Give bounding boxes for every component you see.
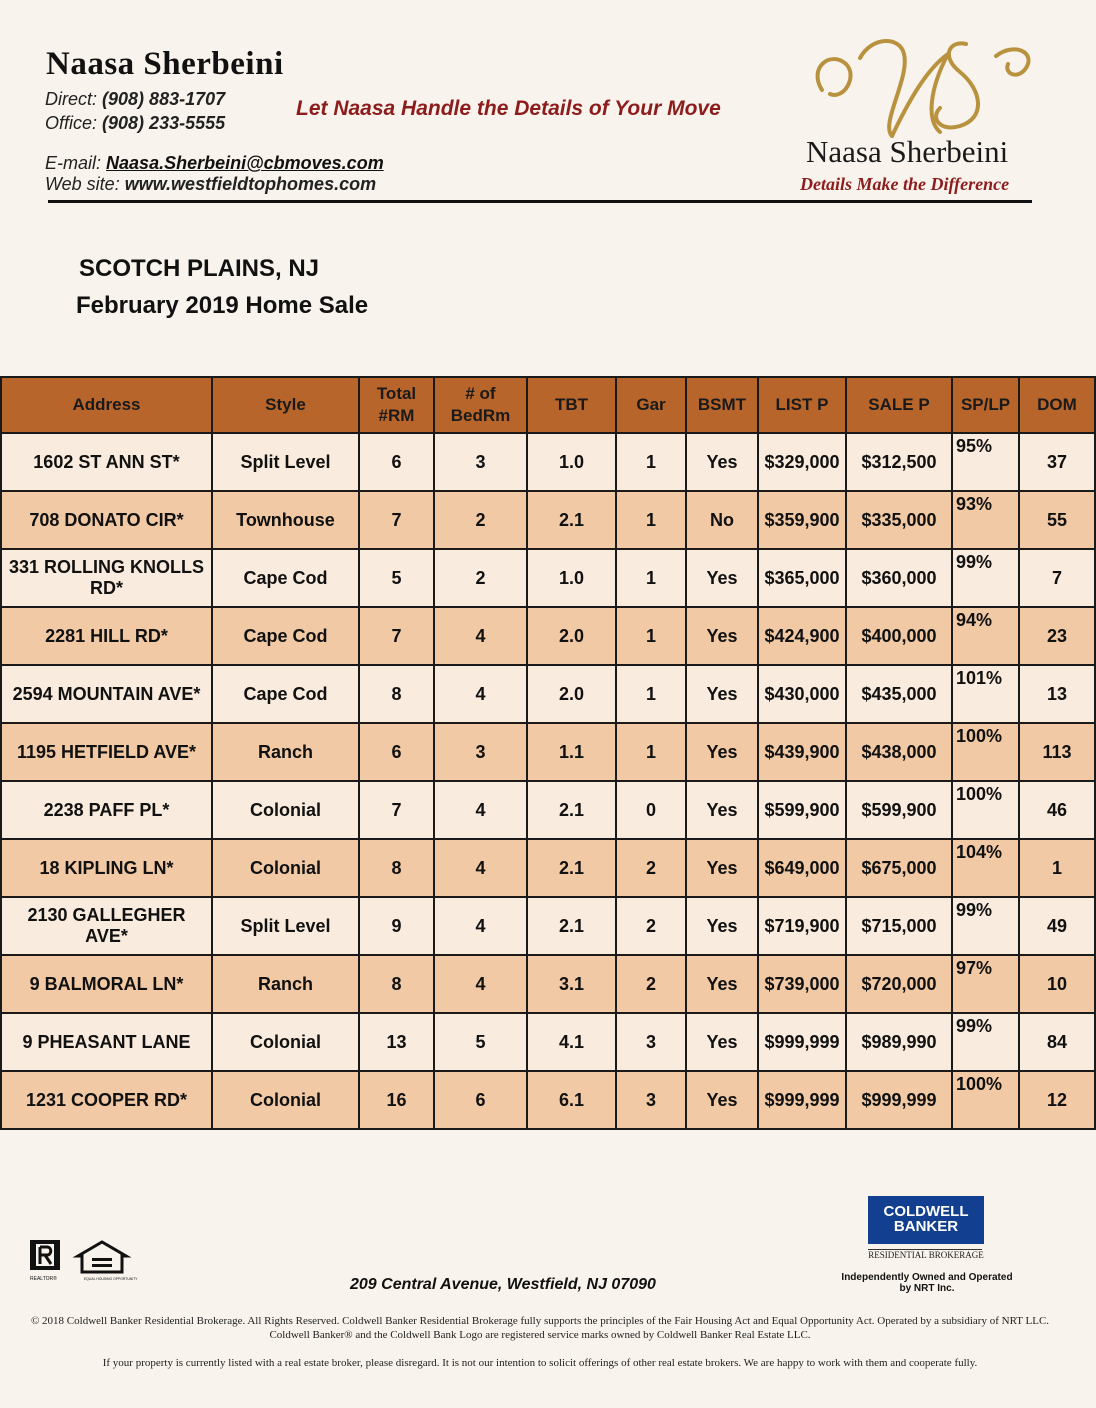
sp-lp-ratio-cell: 94%: [952, 607, 1019, 665]
column-header: [846, 377, 952, 433]
column-header-line1: SALE P: [868, 395, 930, 414]
baths-cell: 6.1: [527, 1071, 616, 1129]
office-phone-line: [45, 113, 225, 134]
table-row: [1, 781, 1095, 839]
basement-cell: Yes: [686, 781, 758, 839]
sp-lp-ratio-cell: 99%: [952, 897, 1019, 955]
email-link[interactable]: Naasa.Sherbeini@cbmoves.com: [106, 153, 384, 173]
realtor-mark-text: REALTOR®: [30, 1276, 57, 1282]
baths-cell: 2.1: [527, 897, 616, 955]
basement-cell: No: [686, 491, 758, 549]
bedrooms-cell: 4: [434, 665, 527, 723]
bedrooms-cell: 4: [434, 839, 527, 897]
logo-name: Naasa Sherbeini: [806, 134, 1009, 169]
garage-cell: 1: [616, 607, 686, 665]
style-cell: Townhouse: [212, 491, 359, 549]
baths-cell: 2.1: [527, 491, 616, 549]
table-row: [1, 607, 1095, 665]
website-link[interactable]: www.westfieldtophomes.com: [124, 174, 377, 194]
equal-housing-icon: [78, 1242, 126, 1272]
bedrooms-cell: 4: [434, 897, 527, 955]
column-header-line1: TBT: [554, 395, 589, 414]
garage-cell: 1: [616, 549, 686, 607]
days-on-market-cell: 7: [1019, 549, 1095, 607]
email-line: [45, 153, 384, 174]
table-body: [1, 433, 1095, 1129]
total-rooms-cell: 7: [359, 491, 434, 549]
style-cell: Split Level: [212, 433, 359, 491]
list-price-cell: $599,900: [758, 781, 846, 839]
sale-price-cell: $599,900: [846, 781, 952, 839]
address-cell: 2594 MOUNTAIN AVE*: [1, 665, 212, 723]
column-header-line1: SP/LP: [960, 395, 1011, 414]
bedrooms-cell: 2: [434, 491, 527, 549]
days-on-market-cell: 23: [1019, 607, 1095, 665]
email-label: E-mail:: [45, 153, 102, 173]
ns-monogram-logo: [800, 28, 1040, 148]
address-cell: 1231 COOPER RD*: [1, 1071, 212, 1129]
sp-lp-ratio-cell: 101%: [952, 665, 1019, 723]
column-header-line2: BedRm: [450, 406, 511, 425]
basement-cell: Yes: [686, 723, 758, 781]
total-rooms-cell: 5: [359, 549, 434, 607]
address-cell: 708 DONATO CIR*: [1, 491, 212, 549]
table-header-row: [1, 377, 1095, 433]
address-cell: 2130 GALLEGHER AVE*: [1, 897, 212, 955]
days-on-market-cell: 84: [1019, 1013, 1095, 1071]
address-cell: 331 ROLLING KNOLLS RD*: [1, 549, 212, 607]
solicitation-disclaimer: If your property is currently listed with a real estate broker, please disregard. It is not our intention to solicit offerings of other real estate brokers. We are happy to work with them and cooperate fully.: [102, 1357, 978, 1369]
list-price-cell: $430,000: [758, 665, 846, 723]
address-cell: 1602 ST ANN ST*: [1, 433, 212, 491]
report-city: SCOTCH PLAINS, NJ: [79, 255, 320, 282]
total-rooms-cell: 6: [359, 723, 434, 781]
column-header: [1, 377, 212, 433]
list-price-cell: $359,900: [758, 491, 846, 549]
garage-cell: 2: [616, 955, 686, 1013]
column-header: [212, 377, 359, 433]
basement-cell: Yes: [686, 897, 758, 955]
sp-lp-ratio-cell: 104%: [952, 839, 1019, 897]
garage-cell: 1: [616, 491, 686, 549]
logo-slogan: Details Make the Difference: [800, 174, 1010, 194]
table-row: [1, 1013, 1095, 1071]
garage-cell: 1: [616, 433, 686, 491]
sale-price-cell: $438,000: [846, 723, 952, 781]
sale-price-cell: $335,000: [846, 491, 952, 549]
agent-name: Naasa Sherbeini: [46, 46, 284, 82]
equal-housing-text: EQUAL HOUSING OPPORTUNITY: [84, 1277, 138, 1281]
list-price-cell: $999,999: [758, 1071, 846, 1129]
column-header-line1: Total: [376, 384, 417, 403]
bedrooms-cell: 3: [434, 723, 527, 781]
sale-price-cell: $360,000: [846, 549, 952, 607]
sp-lp-ratio-cell: 100%: [952, 781, 1019, 839]
total-rooms-cell: 7: [359, 607, 434, 665]
list-price-cell: $649,000: [758, 839, 846, 897]
table-row: [1, 897, 1095, 955]
sp-lp-ratio-cell: 93%: [952, 491, 1019, 549]
column-header: [359, 377, 434, 433]
column-header-line1: Style: [265, 395, 306, 414]
column-header: [758, 377, 846, 433]
basement-cell: Yes: [686, 607, 758, 665]
table-row: [1, 723, 1095, 781]
sp-lp-ratio-cell: 95%: [952, 433, 1019, 491]
column-header-line2: #RM: [378, 406, 415, 425]
column-header: [434, 377, 527, 433]
table-row: [1, 549, 1095, 607]
style-cell: Cape Cod: [212, 665, 359, 723]
copyright-notice: © 2018 Coldwell Banker Residential Brokerage. All Rights Reserved. Coldwell Banker Residential Brokerage fully supports the principles of the Fair Housing Act and Equal Opportunity Act. Operated by a subsidiary of NRT LLC. Coldwell Banker® and the Coldwell Bank Logo are registered service marks owned by Coldwell Banker Real Estate LLC.: [30, 1315, 1050, 1341]
table-row: [1, 491, 1095, 549]
bedrooms-cell: 2: [434, 549, 527, 607]
column-header-line1: LIST P: [775, 395, 829, 414]
coldwell-banker-logo: [868, 1196, 984, 1244]
address-cell: 9 PHEASANT LANE: [1, 1013, 212, 1071]
total-rooms-cell: 8: [359, 839, 434, 897]
sp-lp-ratio-cell: 97%: [952, 955, 1019, 1013]
office-label: Office:: [45, 113, 98, 133]
style-cell: Colonial: [212, 1013, 359, 1071]
sale-price-cell: $989,990: [846, 1013, 952, 1071]
direct-phone-line: [45, 89, 225, 110]
sale-price-cell: $715,000: [846, 897, 952, 955]
office-address: 209 Central Avenue, Westfield, NJ 07090: [350, 1276, 656, 1293]
table-row: [1, 1071, 1095, 1129]
style-cell: Ranch: [212, 723, 359, 781]
bedrooms-cell: 4: [434, 607, 527, 665]
sale-price-cell: $999,999: [846, 1071, 952, 1129]
bedrooms-cell: 4: [434, 955, 527, 1013]
bedrooms-cell: 3: [434, 433, 527, 491]
column-header-line1: Gar: [636, 395, 666, 414]
sp-lp-ratio-cell: 100%: [952, 723, 1019, 781]
style-cell: Cape Cod: [212, 549, 359, 607]
list-price-cell: $424,900: [758, 607, 846, 665]
days-on-market-cell: 37: [1019, 433, 1095, 491]
tagline: Let Naasa Handle the Details of Your Move: [296, 97, 721, 120]
garage-cell: 2: [616, 897, 686, 955]
baths-cell: 2.1: [527, 781, 616, 839]
style-cell: Colonial: [212, 1071, 359, 1129]
header-divider: [48, 200, 1032, 203]
table-row: [1, 433, 1095, 491]
sp-lp-ratio-cell: 99%: [952, 549, 1019, 607]
realtor-icon: [30, 1240, 60, 1270]
days-on-market-cell: 10: [1019, 955, 1095, 1013]
list-price-cell: $439,900: [758, 723, 846, 781]
days-on-market-cell: 1: [1019, 839, 1095, 897]
total-rooms-cell: 6: [359, 433, 434, 491]
sp-lp-ratio-cell: 99%: [952, 1013, 1019, 1071]
garage-cell: 0: [616, 781, 686, 839]
baths-cell: 4.1: [527, 1013, 616, 1071]
baths-cell: 2.1: [527, 839, 616, 897]
ownership-note: [830, 1272, 1024, 1294]
baths-cell: 1.0: [527, 433, 616, 491]
garage-cell: 3: [616, 1071, 686, 1129]
style-cell: Cape Cod: [212, 607, 359, 665]
brand-line-1: COLDWELL: [883, 1203, 969, 1220]
garage-cell: 1: [616, 723, 686, 781]
column-header: [527, 377, 616, 433]
brand-line-2: BANKER: [893, 1218, 959, 1235]
style-cell: Colonial: [212, 839, 359, 897]
website-label: Web site:: [45, 174, 120, 194]
style-cell: Split Level: [212, 897, 359, 955]
days-on-market-cell: 113: [1019, 723, 1095, 781]
address-cell: 2238 PAFF PL*: [1, 781, 212, 839]
total-rooms-cell: 8: [359, 665, 434, 723]
basement-cell: Yes: [686, 1013, 758, 1071]
sale-price-cell: $400,000: [846, 607, 952, 665]
table-row: [1, 665, 1095, 723]
basement-cell: Yes: [686, 549, 758, 607]
direct-phone[interactable]: (908) 883-1707: [102, 89, 226, 109]
bedrooms-cell: 6: [434, 1071, 527, 1129]
garage-cell: 3: [616, 1013, 686, 1071]
days-on-market-cell: 12: [1019, 1071, 1095, 1129]
basement-cell: Yes: [686, 1071, 758, 1129]
basement-cell: Yes: [686, 433, 758, 491]
sale-price-cell: $312,500: [846, 433, 952, 491]
address-cell: 9 BALMORAL LN*: [1, 955, 212, 1013]
column-header-line1: Address: [72, 395, 141, 414]
basement-cell: Yes: [686, 955, 758, 1013]
days-on-market-cell: 55: [1019, 491, 1095, 549]
total-rooms-cell: 8: [359, 955, 434, 1013]
realtor-equal-housing-icons: [28, 1238, 138, 1284]
baths-cell: 3.1: [527, 955, 616, 1013]
list-price-cell: $365,000: [758, 549, 846, 607]
garage-cell: 2: [616, 839, 686, 897]
brand-subtitle: RESIDENTIAL BROKERAGE: [868, 1250, 984, 1260]
total-rooms-cell: 16: [359, 1071, 434, 1129]
table-row: [1, 839, 1095, 897]
website-line: [45, 174, 376, 195]
column-header: [1019, 377, 1095, 433]
list-price-cell: $999,999: [758, 1013, 846, 1071]
column-header-line1: # of: [465, 384, 496, 403]
garage-cell: 1: [616, 665, 686, 723]
sale-price-cell: $435,000: [846, 665, 952, 723]
sp-lp-ratio-cell: 100%: [952, 1071, 1019, 1129]
days-on-market-cell: 49: [1019, 897, 1095, 955]
total-rooms-cell: 13: [359, 1013, 434, 1071]
list-price-cell: $739,000: [758, 955, 846, 1013]
days-on-market-cell: 13: [1019, 665, 1095, 723]
sale-price-cell: $675,000: [846, 839, 952, 897]
column-header-line1: BSMT: [697, 395, 747, 414]
ownership-line-2: by NRT Inc.: [899, 1283, 955, 1294]
baths-cell: 2.0: [527, 665, 616, 723]
list-price-cell: $329,000: [758, 433, 846, 491]
baths-cell: 1.0: [527, 549, 616, 607]
days-on-market-cell: 46: [1019, 781, 1095, 839]
report-title: February 2019 Home Sale: [76, 292, 369, 319]
baths-cell: 2.0: [527, 607, 616, 665]
column-header-line1: DOM: [1037, 395, 1077, 414]
direct-label: Direct:: [45, 89, 98, 109]
sale-price-cell: $720,000: [846, 955, 952, 1013]
address-cell: 2281 HILL RD*: [1, 607, 212, 665]
table-row: [1, 955, 1095, 1013]
bedrooms-cell: 5: [434, 1013, 527, 1071]
address-cell: 1195 HETFIELD AVE*: [1, 723, 212, 781]
column-header: [616, 377, 686, 433]
column-header: [686, 377, 758, 433]
total-rooms-cell: 7: [359, 781, 434, 839]
office-phone[interactable]: (908) 233-5555: [102, 113, 226, 133]
baths-cell: 1.1: [527, 723, 616, 781]
ownership-line-1: Independently Owned and Operated: [841, 1272, 1013, 1283]
address-cell: 18 KIPLING LN*: [1, 839, 212, 897]
total-rooms-cell: 9: [359, 897, 434, 955]
bedrooms-cell: 4: [434, 781, 527, 839]
home-sales-table: [0, 376, 1096, 1130]
column-header: [952, 377, 1019, 433]
list-price-cell: $719,900: [758, 897, 846, 955]
basement-cell: Yes: [686, 839, 758, 897]
style-cell: Ranch: [212, 955, 359, 1013]
basement-cell: Yes: [686, 665, 758, 723]
style-cell: Colonial: [212, 781, 359, 839]
